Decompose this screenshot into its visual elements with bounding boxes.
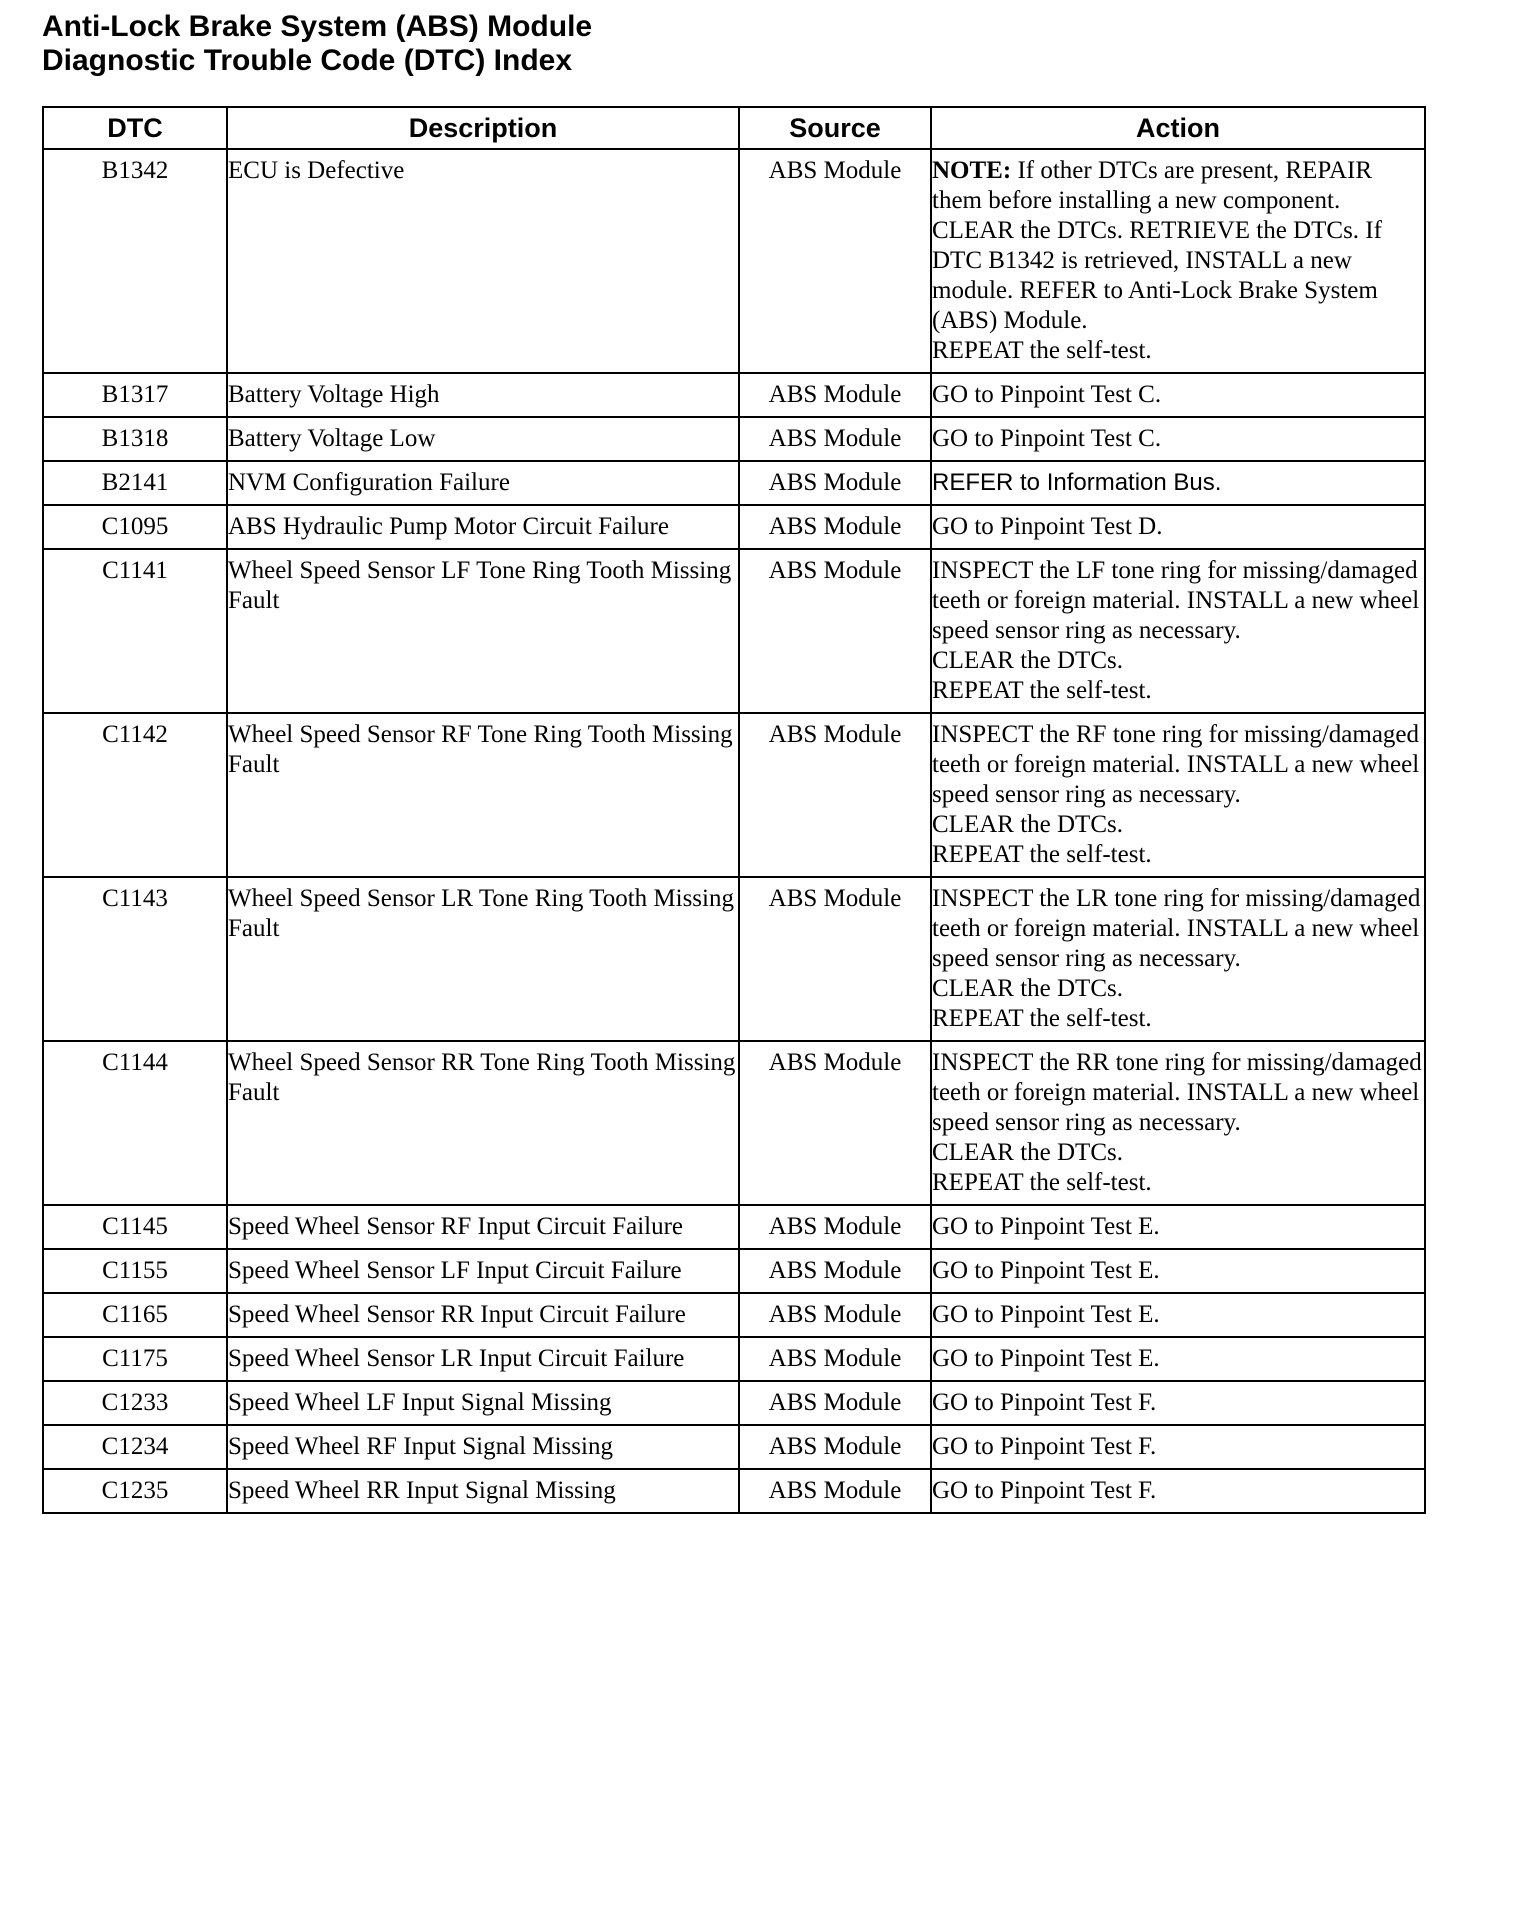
description-cell: ABS Hydraulic Pump Motor Circuit Failure	[227, 505, 739, 549]
action-cell	[931, 1337, 1425, 1381]
table-row	[43, 1469, 1425, 1513]
table-row	[43, 417, 1425, 461]
action-cell	[931, 1249, 1425, 1293]
source-cell: ABS Module	[739, 1249, 931, 1293]
action-cell	[931, 549, 1425, 713]
column-header-description: Description	[227, 107, 739, 149]
description-cell: Wheel Speed Sensor RF Tone Ring Tooth Missing Fault	[227, 713, 739, 877]
dtc-code-cell: C1144	[43, 1041, 227, 1205]
action-line: CLEAR the DTCs.	[932, 811, 1123, 838]
table-row	[43, 373, 1425, 417]
source-cell: ABS Module	[739, 1205, 931, 1249]
action-line: CLEAR the DTCs.	[932, 975, 1123, 1002]
table-row	[43, 877, 1425, 1041]
action-line: GO to Pinpoint Test C.	[932, 425, 1162, 452]
description-cell: ECU is Defective	[227, 149, 739, 373]
page-title	[42, 10, 592, 78]
action-cell	[931, 1469, 1425, 1513]
source-cell: ABS Module	[739, 1041, 931, 1205]
column-header-action: Action	[931, 107, 1425, 149]
dtc-code-cell: C1235	[43, 1469, 227, 1513]
table-row	[43, 149, 1425, 373]
action-cell	[931, 713, 1425, 877]
description-cell: Battery Voltage Low	[227, 417, 739, 461]
description-cell: Speed Wheel Sensor RR Input Circuit Failure	[227, 1293, 739, 1337]
action-cell	[931, 1425, 1425, 1469]
column-header-dtc: DTC	[43, 107, 227, 149]
dtc-code-cell: B1318	[43, 417, 227, 461]
action-cell	[931, 1381, 1425, 1425]
table-row	[43, 713, 1425, 877]
action-line: REPEAT the self-test.	[932, 841, 1152, 868]
action-line: INSPECT the LF tone ring for missing/damaged teeth or foreign material. INSTALL a new wheel speed sensor ring as necessary.	[932, 557, 1420, 644]
table-row	[43, 505, 1425, 549]
action-line: GO to Pinpoint Test F.	[932, 1389, 1157, 1416]
action-line: GO to Pinpoint Test E.	[932, 1213, 1160, 1240]
action-cell	[931, 877, 1425, 1041]
table-row	[43, 1205, 1425, 1249]
table-row	[43, 461, 1425, 505]
action-line: INSPECT the RF tone ring for missing/damaged teeth or foreign material. INSTALL a new wheel speed sensor ring as necessary.	[932, 721, 1420, 808]
action-line: REPEAT the self-test.	[932, 677, 1152, 704]
action-cell	[931, 373, 1425, 417]
action-cell	[931, 149, 1425, 373]
dtc-code-cell: C1143	[43, 877, 227, 1041]
column-header-source: Source	[739, 107, 931, 149]
source-cell: ABS Module	[739, 373, 931, 417]
description-cell: Speed Wheel Sensor LF Input Circuit Failure	[227, 1249, 739, 1293]
table-row	[43, 1041, 1425, 1205]
action-cell	[931, 1041, 1425, 1205]
source-cell: ABS Module	[739, 461, 931, 505]
source-cell: ABS Module	[739, 1381, 931, 1425]
action-line: GO to Pinpoint Test D.	[932, 513, 1163, 540]
action-line: REFER to Information Bus.	[932, 469, 1222, 496]
action-line: GO to Pinpoint Test F.	[932, 1433, 1157, 1460]
source-cell: ABS Module	[739, 549, 931, 713]
dtc-code-cell: C1145	[43, 1205, 227, 1249]
action-line: GO to Pinpoint Test E.	[932, 1301, 1160, 1328]
source-cell: ABS Module	[739, 505, 931, 549]
dtc-code-cell: C1175	[43, 1337, 227, 1381]
description-cell: Battery Voltage High	[227, 373, 739, 417]
description-cell: Wheel Speed Sensor LR Tone Ring Tooth Missing Fault	[227, 877, 739, 1041]
dtc-code-cell: B1342	[43, 149, 227, 373]
action-line: REPEAT the self-test.	[932, 337, 1152, 364]
action-cell	[931, 1293, 1425, 1337]
action-cell	[931, 417, 1425, 461]
action-cell	[931, 1205, 1425, 1249]
title-line-1: Anti-Lock Brake System (ABS) Module	[42, 10, 593, 43]
action-line: REPEAT the self-test.	[932, 1005, 1152, 1032]
description-cell: Speed Wheel Sensor RF Input Circuit Failure	[227, 1205, 739, 1249]
action-cell	[931, 505, 1425, 549]
action-line: INSPECT the LR tone ring for missing/damaged teeth or foreign material. INSTALL a new wheel speed sensor ring as necessary.	[932, 885, 1421, 972]
action-line: REPEAT the self-test.	[932, 1169, 1152, 1196]
note-label: NOTE:	[932, 157, 1012, 184]
table-row	[43, 1337, 1425, 1381]
action-note	[932, 156, 1424, 216]
dtc-code-cell: C1141	[43, 549, 227, 713]
description-cell: Speed Wheel RR Input Signal Missing	[227, 1469, 739, 1513]
source-cell: ABS Module	[739, 1337, 931, 1381]
action-line: CLEAR the DTCs. RETRIEVE the DTCs. If DTC B1342 is retrieved, INSTALL a new module. REFER to Anti-Lock Brake System (ABS) Module.	[932, 217, 1382, 334]
description-cell: Wheel Speed Sensor LF Tone Ring Tooth Missing Fault	[227, 549, 739, 713]
dtc-code-cell: C1155	[43, 1249, 227, 1293]
action-line: GO to Pinpoint Test E.	[932, 1257, 1160, 1284]
description-cell: Speed Wheel RF Input Signal Missing	[227, 1425, 739, 1469]
action-line: GO to Pinpoint Test C.	[932, 381, 1162, 408]
action-line: GO to Pinpoint Test F.	[932, 1477, 1157, 1504]
action-cell	[931, 461, 1425, 505]
dtc-code-cell: C1142	[43, 713, 227, 877]
table-row	[43, 1381, 1425, 1425]
note-text: If other DTCs are present, REPAIR them before installing a new component.	[932, 157, 1373, 214]
action-line: INSPECT the RR tone ring for missing/damaged teeth or foreign material. INSTALL a new wheel speed sensor ring as necessary.	[932, 1049, 1422, 1136]
dtc-code-cell: B1317	[43, 373, 227, 417]
dtc-code-cell: B2141	[43, 461, 227, 505]
source-cell: ABS Module	[739, 713, 931, 877]
source-cell: ABS Module	[739, 149, 931, 373]
dtc-code-cell: C1233	[43, 1381, 227, 1425]
source-cell: ABS Module	[739, 1293, 931, 1337]
dtc-code-cell: C1234	[43, 1425, 227, 1469]
table-row	[43, 1293, 1425, 1337]
description-cell: Speed Wheel Sensor LR Input Circuit Failure	[227, 1337, 739, 1381]
source-cell: ABS Module	[739, 1469, 931, 1513]
table-row	[43, 1425, 1425, 1469]
source-cell: ABS Module	[739, 877, 931, 1041]
action-line: CLEAR the DTCs.	[932, 1139, 1123, 1166]
action-line: GO to Pinpoint Test E.	[932, 1345, 1160, 1372]
dtc-code-cell: C1165	[43, 1293, 227, 1337]
description-cell: NVM Configuration Failure	[227, 461, 739, 505]
dtc-code-cell: C1095	[43, 505, 227, 549]
dtc-index-table	[42, 106, 1426, 1514]
table-row	[43, 549, 1425, 713]
action-line: CLEAR the DTCs.	[932, 647, 1123, 674]
description-cell: Wheel Speed Sensor RR Tone Ring Tooth Missing Fault	[227, 1041, 739, 1205]
title-line-2: Diagnostic Trouble Code (DTC) Index	[42, 44, 573, 77]
source-cell: ABS Module	[739, 417, 931, 461]
description-cell: Speed Wheel LF Input Signal Missing	[227, 1381, 739, 1425]
source-cell: ABS Module	[739, 1425, 931, 1469]
table-header-row	[43, 107, 1425, 149]
table-row	[43, 1249, 1425, 1293]
